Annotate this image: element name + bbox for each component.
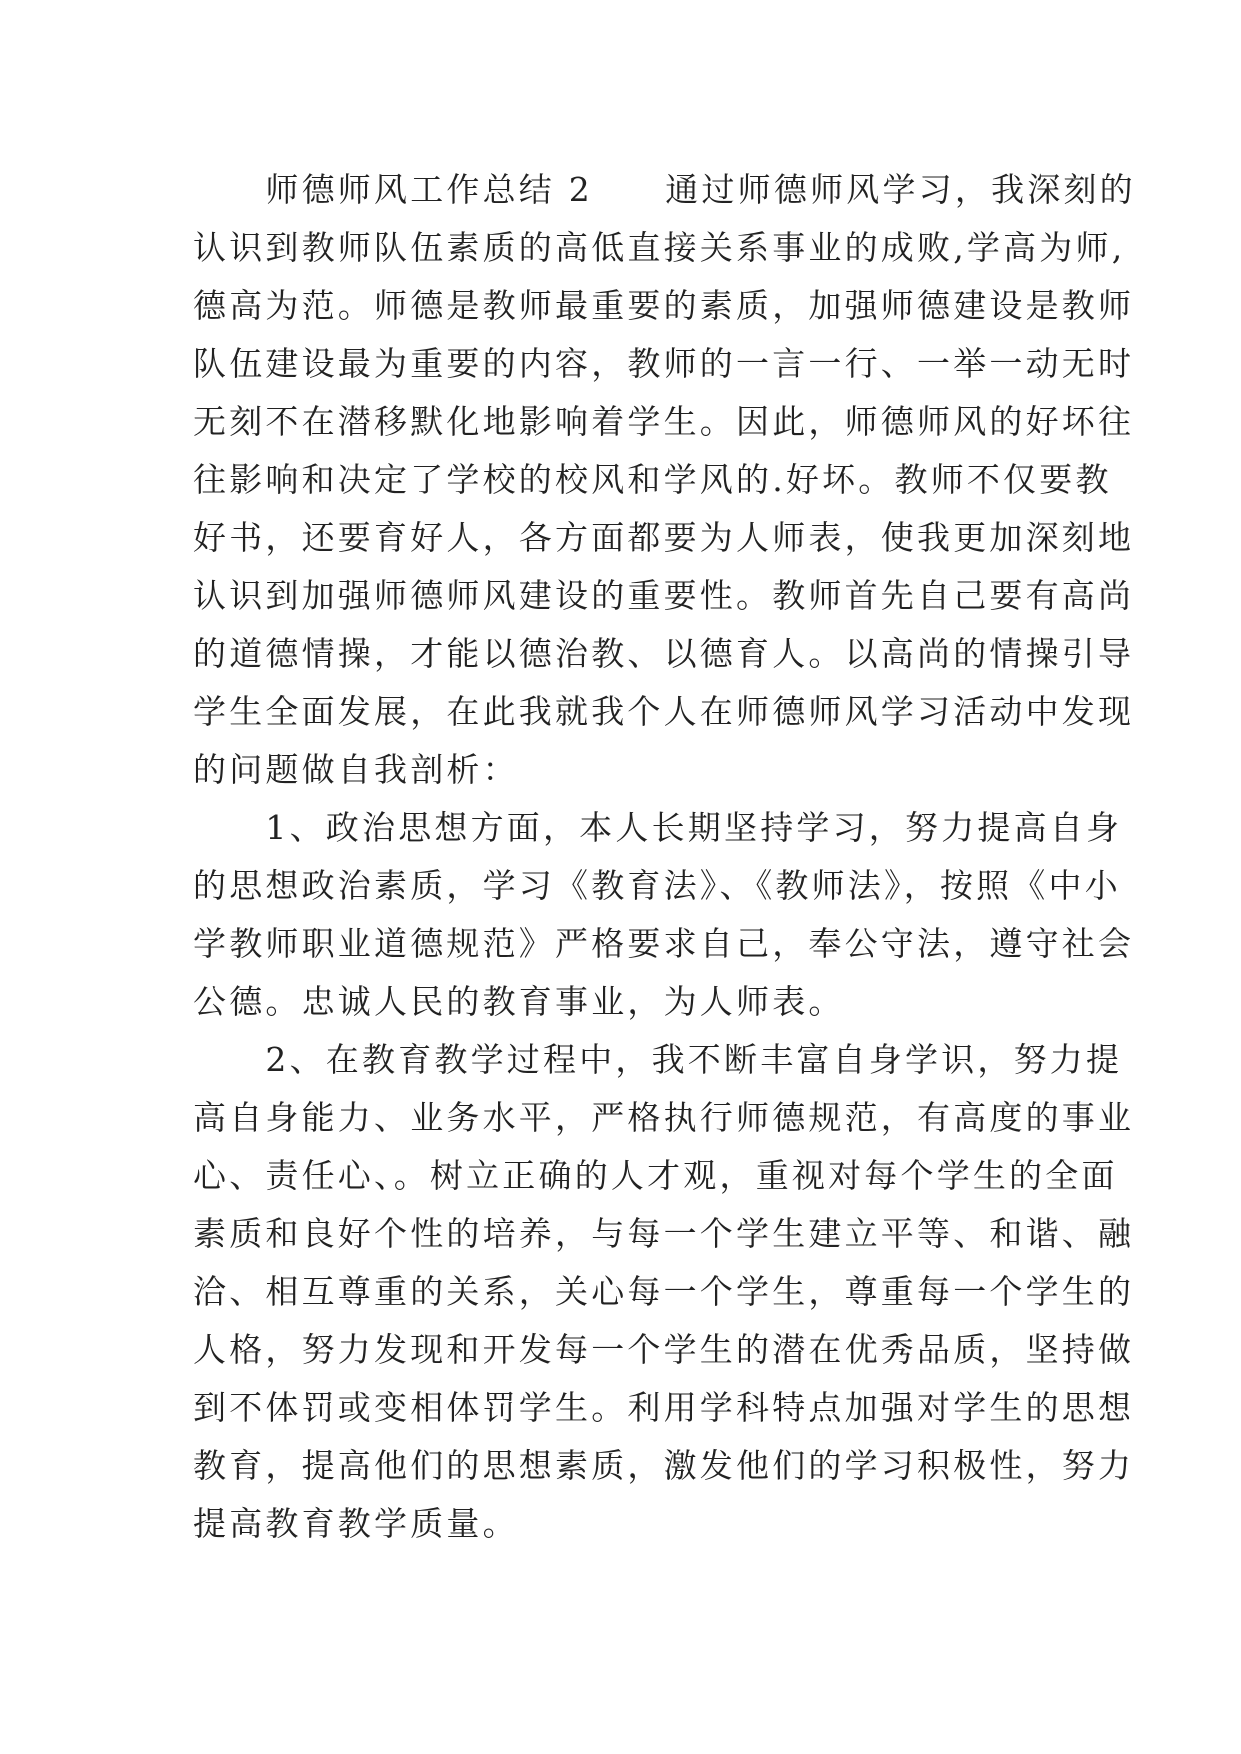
text-line: 洽、相互尊重的关系，关心每一个学生，尊重每一个学生的 <box>193 1272 1135 1311</box>
text-line: 好书，还要育好人，各方面都要为人师表，使我更加深刻地 <box>193 518 1135 557</box>
text-line: 德高为范。师德是教师最重要的素质，加强师德建设是教师 <box>193 286 1135 325</box>
text-line: 素质和良好个性的培养，与每一个学生建立平等、和谐、融 <box>193 1214 1135 1253</box>
text-line: 学教师职业道德规范》严格要求自己，奉公守法，遵守社会 <box>193 924 1135 963</box>
text-line: 高自身能力、业务水平，严格执行师德规范，有高度的事业 <box>193 1098 1135 1137</box>
text-line: 2、在教育教学过程中，我不断丰富自身学识，努力提 <box>193 1040 1123 1079</box>
text-line: 学生全面发展，在此我就我个人在师德师风学习活动中发现 <box>193 692 1135 731</box>
text-line: 的道德情操，才能以德治教、以德育人。以高尚的情操引导 <box>193 634 1135 673</box>
text-line: 往影响和决定了学校的校风和学风的.好坏。教师不仅要教 <box>193 460 1112 499</box>
text-line: 心、责任心、。树立正确的人才观，重视对每个学生的全面 <box>193 1156 1118 1195</box>
text-line: 队伍建设最为重要的内容，教师的一言一行、一举一动无时 <box>193 344 1135 383</box>
text-line: 无刻不在潜移默化地影响着学生。因此，师德师风的好坏往 <box>193 402 1135 441</box>
text-line: 认识到加强师德师风建设的重要性。教师首先自己要有高尚 <box>193 576 1135 615</box>
text-line: 认识到教师队伍素质的高低直接关系事业的成败,学高为师, <box>193 228 1126 267</box>
text-line: 人格，努力发现和开发每一个学生的潜在优秀品质，坚持做 <box>193 1330 1135 1369</box>
text-line: 的思想政治素质，学习《教育法》、《教师法》，按照《中小 <box>193 866 1121 905</box>
text-line: 师德师风工作总结 2 通过师德师风学习，我深刻的 <box>193 170 1136 209</box>
text-line: 的问题做自我剖析： <box>193 750 519 789</box>
text-line: 到不体罚或变相体罚学生。利用学科特点加强对学生的思想 <box>193 1388 1135 1427</box>
text-line: 教育，提高他们的思想素质，激发他们的学习积极性，努力 <box>193 1446 1135 1485</box>
text-line: 提高教育教学质量。 <box>193 1504 519 1543</box>
text-line: 公德。忠诚人民的教育事业，为人师表。 <box>193 982 845 1021</box>
text-line: 1、政治思想方面，本人长期坚持学习，努力提高自身 <box>193 808 1123 847</box>
